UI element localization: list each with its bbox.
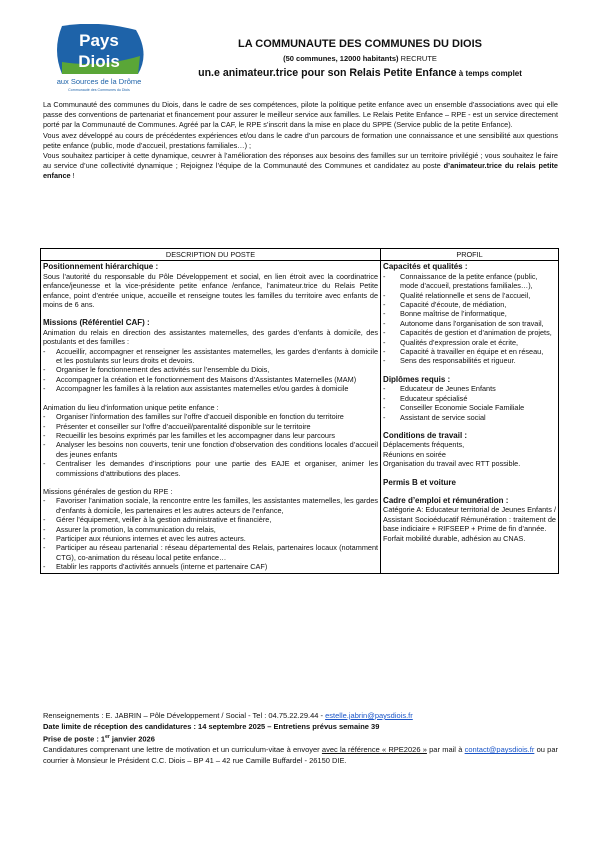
intro-p1: La Communauté des communes du Diois, dans le cadre de ses compétences, pilote la politique petite enfance avec un ensemble d’associations avec qui elle passe des conventions de partenariat et financement pour assurer le meilleur service aux familles. Le Relais Petite Enfance – RPE - est un service directement porté par la Communauté de Communes. Agréé par la CAF, le RPE s’inscrit dans la mise en place du SPPE (Service public de la petite Enfance).: [43, 100, 558, 130]
intro-p3-text: Vous souhaitez participer à cette dynamique, ceuvrer à l’amélioration des réponses aux besoins des familles sur un territoire privilégié ; vous souhaitez le faire au service d’une collectivité dynamique ; Rejoignez l’équipe de la Communauté des Communes et candidatez au poste: [43, 151, 558, 171]
list-item: - Qualités d’expression orale et écrite,: [383, 338, 556, 347]
cadre-text: Catégorie A: Educateur territorial de Jeunes Enfants / Assistant Socioéducatif Rémunération : traitement de base indiciaire + RIFSEEP + Prime de fin d’année.: [383, 505, 556, 534]
apply-email-link[interactable]: contact@paysdiois.fr: [464, 745, 535, 755]
page-subtitle: [160, 54, 560, 63]
list-item: - Accompagner les familles à la relation aux assistantes maternelles et/ou gardes à domicile: [43, 384, 378, 393]
logo-graphic: [40, 24, 158, 94]
cap-title: Capacités et qualités :: [383, 262, 468, 272]
list-item: - Educateur de Jeunes Enfants: [383, 384, 556, 393]
list-item: - Centraliser les demandes d’inscriptions pour une partie des EAJE et organiser, animer les commissions d’attributions des places.: [43, 459, 378, 478]
list-item: - Autonome dans l’organisation de son travail,: [383, 319, 556, 328]
dip-list: [383, 384, 556, 422]
cond-line: Déplacements fréquents,: [383, 440, 465, 450]
list-item: - Assistant de service social: [383, 413, 556, 422]
page-title: LA COMMUNAUTE DES COMMUNES DU DIOIS: [237, 38, 483, 50]
logo-subtag: Communauté des Communes du Diois: [68, 88, 130, 92]
job-time: à temps complet: [456, 69, 522, 78]
list-item: - Sens des responsabilités et rigueur.: [383, 356, 556, 365]
head-profil: PROFIL: [381, 249, 559, 261]
cond-line: Organisation du travail avec RTT possible.: [383, 459, 521, 469]
logo-line1: Pays: [79, 31, 119, 50]
list-item: - Organiser l’information des familles sur l’offre d’accueil disponible en fonction du territoire: [43, 412, 378, 421]
missions-title: Missions (Référentiel CAF) :: [43, 318, 150, 328]
list-item: - Participer au réseau partenarial : réseau départemental des Relais, partenaires locaux (notamment CTG), co-animation du réseau local petite enfance…: [43, 543, 378, 562]
intro-p3: [43, 151, 558, 182]
start-rest: janvier 2026: [109, 734, 155, 744]
pos-text: Sous l’autorité du responsable du Pôle Développement et social, en lien étroit avec la coordinatrice enfance/jeunesse et la vice-présidente petite enfance /enfance, l’animateur.trice du Relais Petite enfance, point d’entrée unique, accueille et renseigne toutes les familles du territoire avec enfants de moins de 6 ans.: [43, 271, 379, 310]
start-sup: er: [105, 734, 110, 741]
apply-text-2: par mail à: [426, 745, 465, 755]
cond-title: Conditions de travail :: [383, 430, 468, 440]
cadre-title: Cadre d’emploi et rémunération :: [383, 495, 509, 505]
contact-line: [43, 711, 558, 722]
m2-list: [43, 412, 378, 478]
m1-list: [43, 347, 378, 394]
list-item: - Assurer la promotion, la communication du relais,: [43, 525, 378, 534]
list-item: - Connaissance de la petite enfance (public, mode d’accueil, prestations familiales…),: [383, 272, 556, 291]
list-item: - Capacité d’écoute, de médiation,: [383, 300, 556, 309]
profil-cell: [381, 261, 559, 573]
deadline-line: Date limite de réception des candidatures : 14 septembre 2025 – Entretiens prévus semaine 39: [43, 721, 380, 731]
intro-p3-end: !: [70, 171, 75, 181]
table-body-row: [41, 261, 559, 573]
list-item: - Accueillir, accompagner et renseigner les assistantes maternelles, les gardes d’enfants à domicile et les postulants sur leurs droits et devoirs.: [43, 347, 378, 366]
list-item: - Gérer l’équipement, veiller à la gestion administrative et financière,: [43, 515, 378, 524]
pos-title: Positionnement hiérarchique :: [43, 262, 159, 272]
table-header-row: [41, 249, 559, 261]
logo-tagline: aux Sources de la Drôme: [56, 77, 142, 86]
permis: Permis B et voiture: [383, 477, 456, 487]
list-item: - Etablir les rapports d’activités annuels (interne et partenaire CAF): [43, 562, 378, 571]
cap-list: [383, 272, 556, 366]
intro-p2: Vous avez développé au cours de précédentes expériences et/ou dans le cadre d’un parcours de formation une connaissance et une sensibilité aux questions petite enfance (public, mode d’accueil, prestations familiales…) ;: [43, 130, 558, 150]
dip-title: Diplômes requis :: [383, 374, 451, 384]
m2-intro: Animation du lieu d’information unique petite enfance :: [43, 402, 219, 412]
list-item: - Analyser les besoins non couverts, tenir une fonction d’observation des conditions locales d’accueil des jeunes enfants: [43, 440, 378, 459]
list-item: - Participer aux réunions internes et avec les autres acteurs.: [43, 534, 378, 543]
list-item: - Educateur spécialisé: [383, 394, 556, 403]
logo: [40, 24, 158, 94]
logo-line2: Diois: [78, 52, 120, 71]
intro: [43, 100, 558, 182]
job-table: [40, 248, 559, 574]
contact-prefix: Renseignements : E. JABRIN – Pôle Développement / Social - Tel : 04.75.22.29.44 -: [43, 711, 326, 720]
list-item: - Accompagner la création et le fonctionnement des Maisons d’Assistantes Maternelles (MAM): [43, 375, 378, 384]
job-title: [160, 67, 560, 79]
intro-p3-bold: d’animateur.trice du relais petite enfance: [43, 161, 558, 181]
list-item: - Favoriser l’animation sociale, la rencontre entre les familles, les assistantes maternelles, les gardes d’enfants à domicile, les partenaires et les autres acteurs de l’enfance,: [43, 496, 378, 515]
footer: [43, 711, 558, 766]
description-cell: [41, 261, 381, 573]
list-item: - Présenter et conseiller sur l’offre d’accueil/parentalité disponible sur le territoire: [43, 422, 378, 431]
list-item: - Bonne maîtrise de l’informatique,: [383, 309, 556, 318]
m3-list: [43, 496, 378, 571]
start-label: Prise de poste : 1: [43, 734, 106, 744]
list-item: - Capacité à travailler en équipe et en réseau,: [383, 347, 556, 356]
list-item: - Conseiller Economie Sociale Familiale: [383, 403, 556, 412]
apply-text-1: Candidatures comprenant une lettre de motivation et un curriculum-vitae à envoyer: [43, 745, 322, 755]
cond-line: Réunions en soirée: [383, 449, 446, 459]
apply-line: [43, 745, 558, 766]
m1-intro: Animation du relais en direction des assistantes maternelles, des gardes d’enfants à domicile, des postulants et des familles :: [43, 327, 379, 347]
contact-email-link[interactable]: estelle.jabrin@paysdiois.fr: [325, 711, 413, 720]
start-line: [43, 732, 558, 745]
apply-reference: avec la référence « RPE2026 »: [321, 745, 427, 755]
list-item: - Capacités de gestion et d’animation de projets,: [383, 328, 556, 337]
list-item: - Recueillir les besoins exprimés par les familles et les accompagner dans leur parcours: [43, 431, 378, 440]
apply-text-3: ou par courrier à Monsieur le Président C.C. Diois – BP 41 – 42 rue Camille Buffardel - 26150 DIE.: [43, 745, 558, 765]
list-item: - Organiser le fonctionnement des activités sur l’ensemble du Diois,: [43, 365, 378, 374]
subtitle-bold: (50 communes, 12000 habitants): [283, 54, 399, 63]
subtitle-rest: RECRUTE: [398, 54, 437, 63]
cadre-text2: Forfait mobilité durable, adhésion au CNAS.: [383, 533, 526, 543]
job-name: un.e animateur.trice pour son Relais Petite Enfance: [198, 67, 457, 79]
list-item: - Qualité relationnelle et sens de l’accueil,: [383, 291, 556, 300]
m3-intro: Missions générales de gestion du RPE :: [43, 486, 173, 496]
head-description: DESCRIPTION DU POSTE: [41, 249, 381, 261]
